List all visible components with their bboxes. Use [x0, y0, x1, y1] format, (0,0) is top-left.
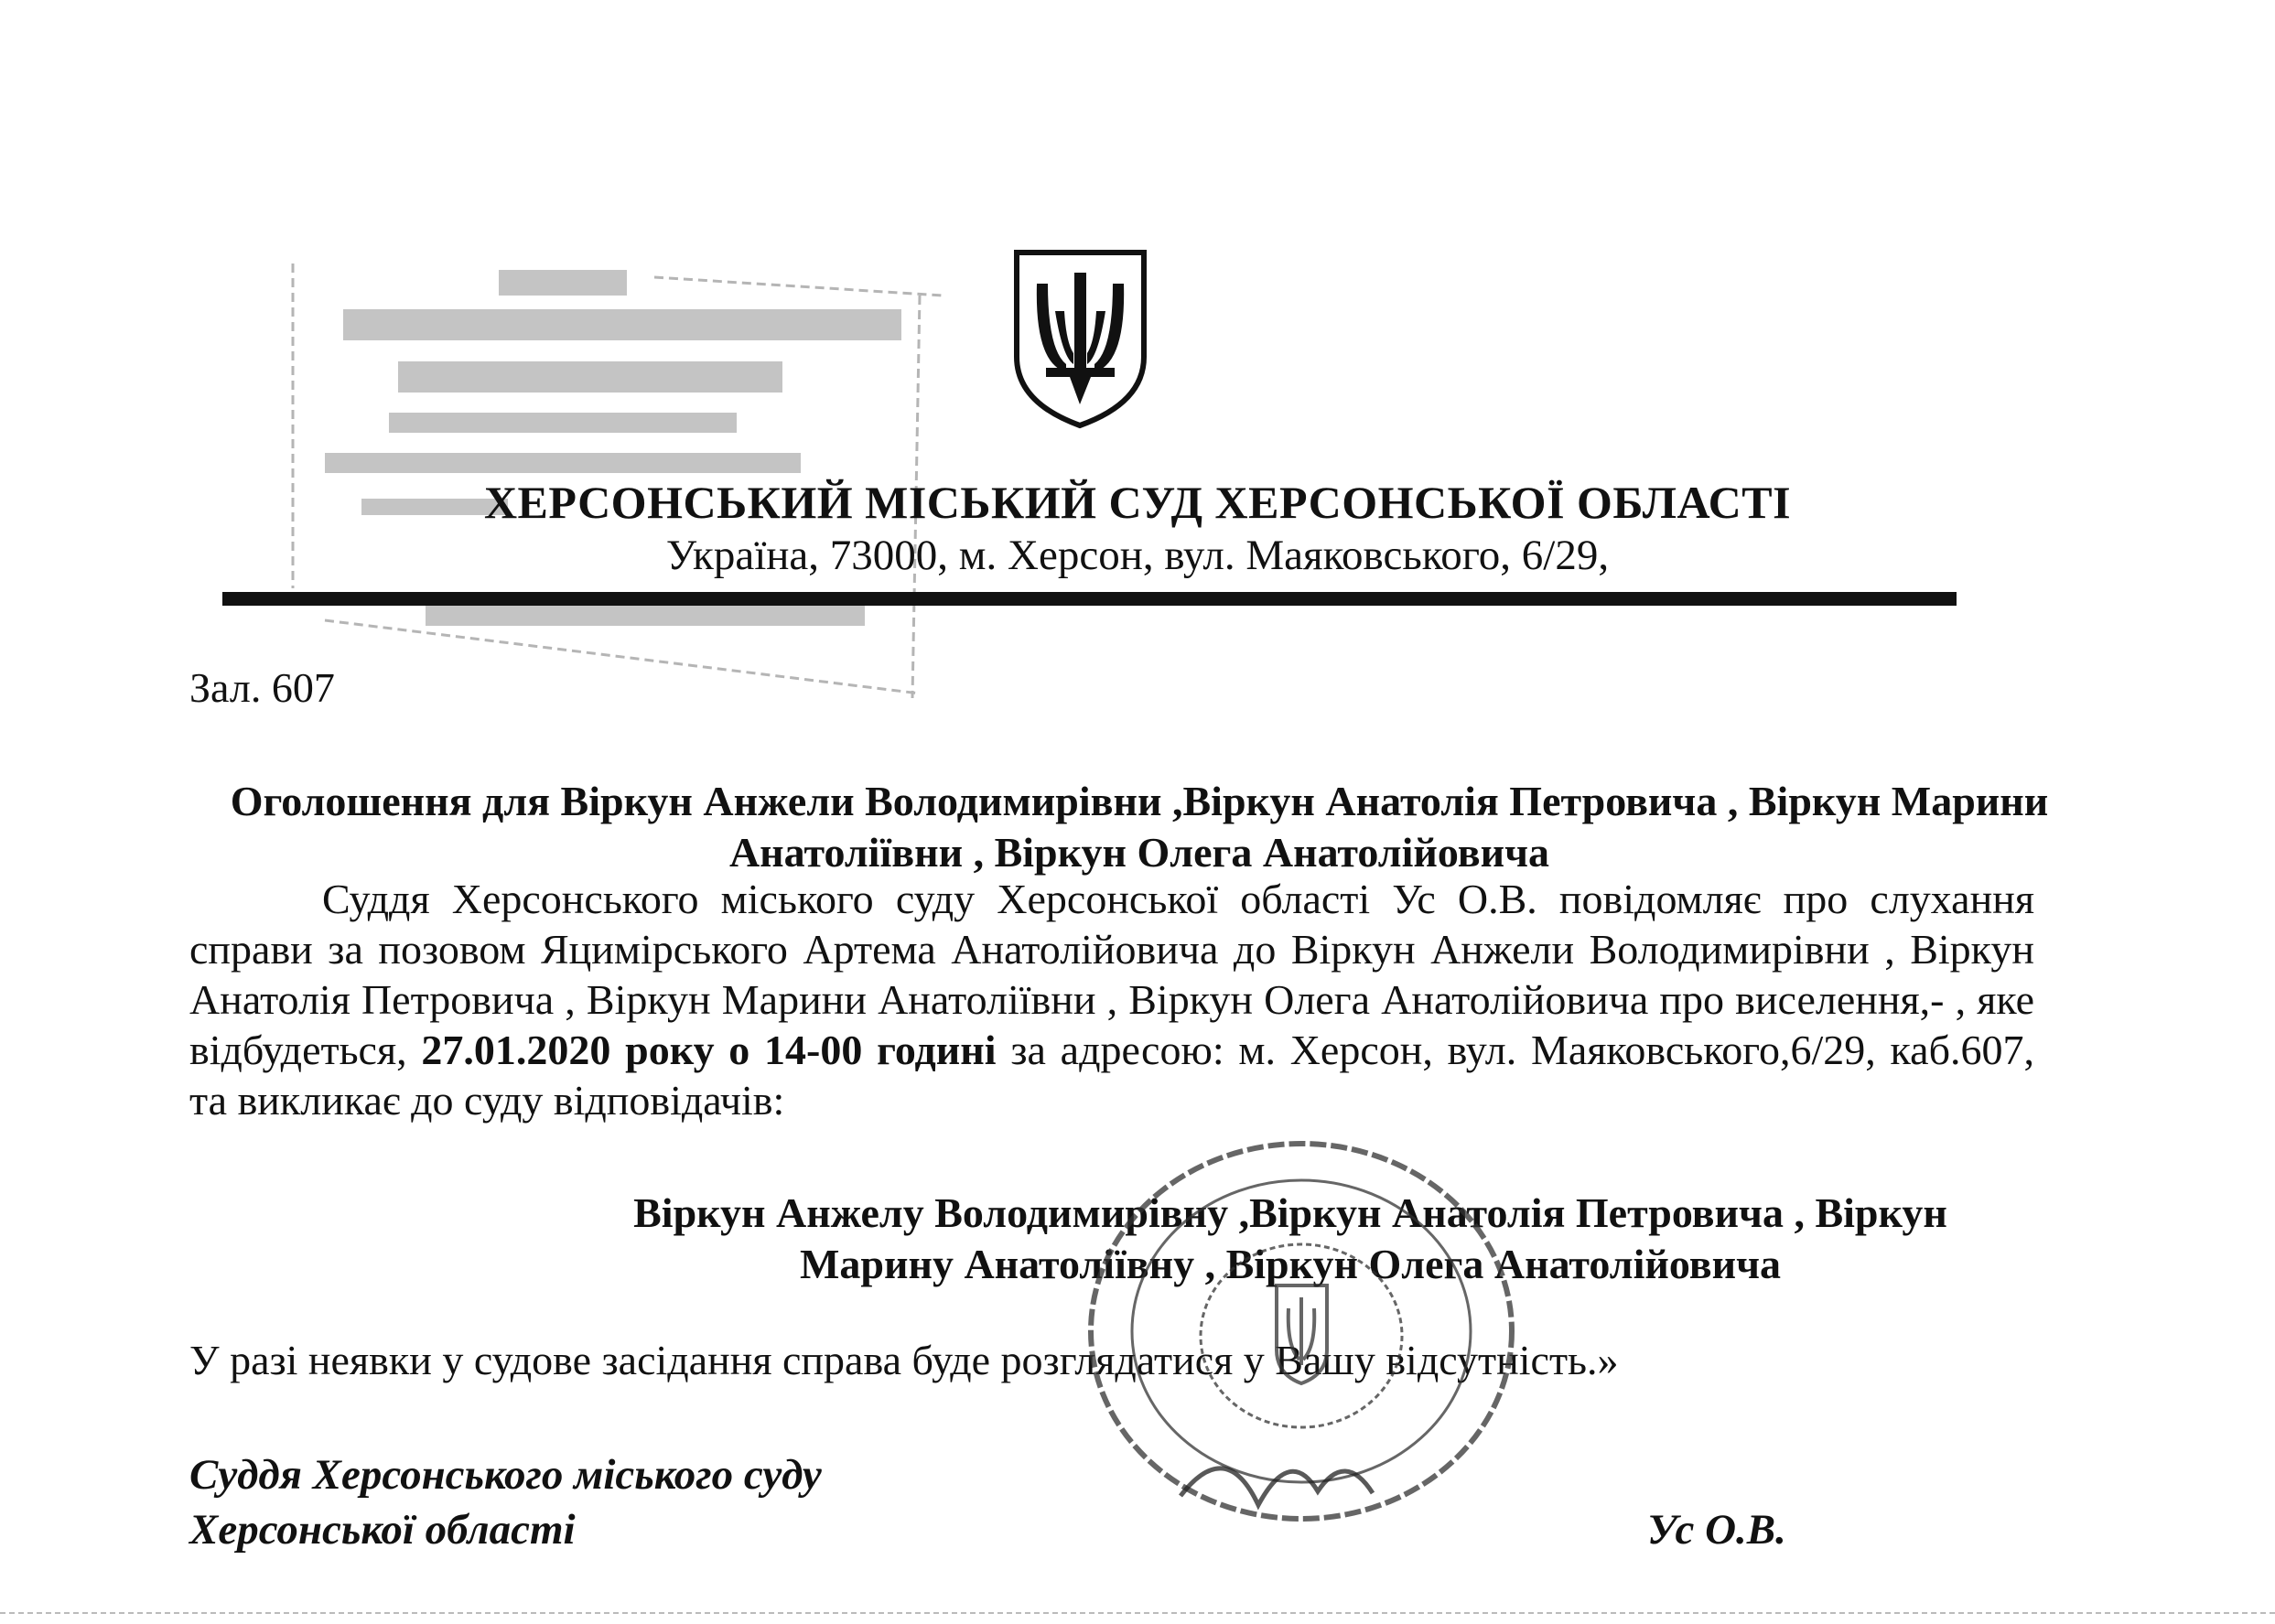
- page-edge-scan-artifact: [0, 1612, 2275, 1616]
- court-address: Україна, 73000, м. Херсон, вул. Маяковського, 6/29,: [665, 532, 1610, 579]
- court-name-heading: ХЕРСОНСЬКИЙ МІСЬКИЙ СУД ХЕРСОНСЬКОЇ ОБЛАСТІ: [483, 477, 1792, 528]
- announcement-title: Оголошення для Віркун Анжели Володимирівни ,Віркун Анатолія Петровича , Віркун Марини Анатоліївни , Віркун Олега Анатолійовича: [230, 778, 2049, 876]
- hall-number: Зал. 607: [189, 664, 335, 711]
- court-seal-icon: [1071, 1135, 1533, 1537]
- hearing-datetime: 27.01.2020 року о 14-00 годині: [421, 1027, 997, 1073]
- trident-coat-of-arms-icon: [1009, 247, 1151, 430]
- absence-notice: У разі неявки у судове засідання справа буде розглядатися у Вашу відсутність.»: [189, 1337, 1619, 1383]
- signature-title-line2: Херсонської області: [189, 1506, 576, 1554]
- announcement-body: [189, 874, 2034, 1125]
- body-text-part2: за адресою: м. Херсон, вул. Маяковського,6/29, каб.607, та викликає до суду відповідачів:: [189, 1027, 2035, 1124]
- header-divider: [222, 592, 1957, 606]
- signature-title-line1: Суддя Херсонського міського суду: [189, 1451, 822, 1499]
- judge-name: Ус О.В.: [1647, 1506, 1786, 1554]
- defendants-list: Віркун Анжелу Володимирівну ,Віркун Анатолія Петровича , Віркун Марину Анатоліївну , Віркун Олега Анатолійовича: [633, 1189, 1947, 1287]
- body-text-part1: Суддя Херсонського міського суду Херсонської області Ус О.В. повідомляє про слухання справи за позовом Яцимірського Артема Анатолійовича до Віркун Анжели Володимирівни , Віркун Анатолія Петровича , Віркун Марини Анатоліївни , Віркун Олега Анатолійовича про виселення,- , яке відбудеться,: [189, 876, 2034, 1073]
